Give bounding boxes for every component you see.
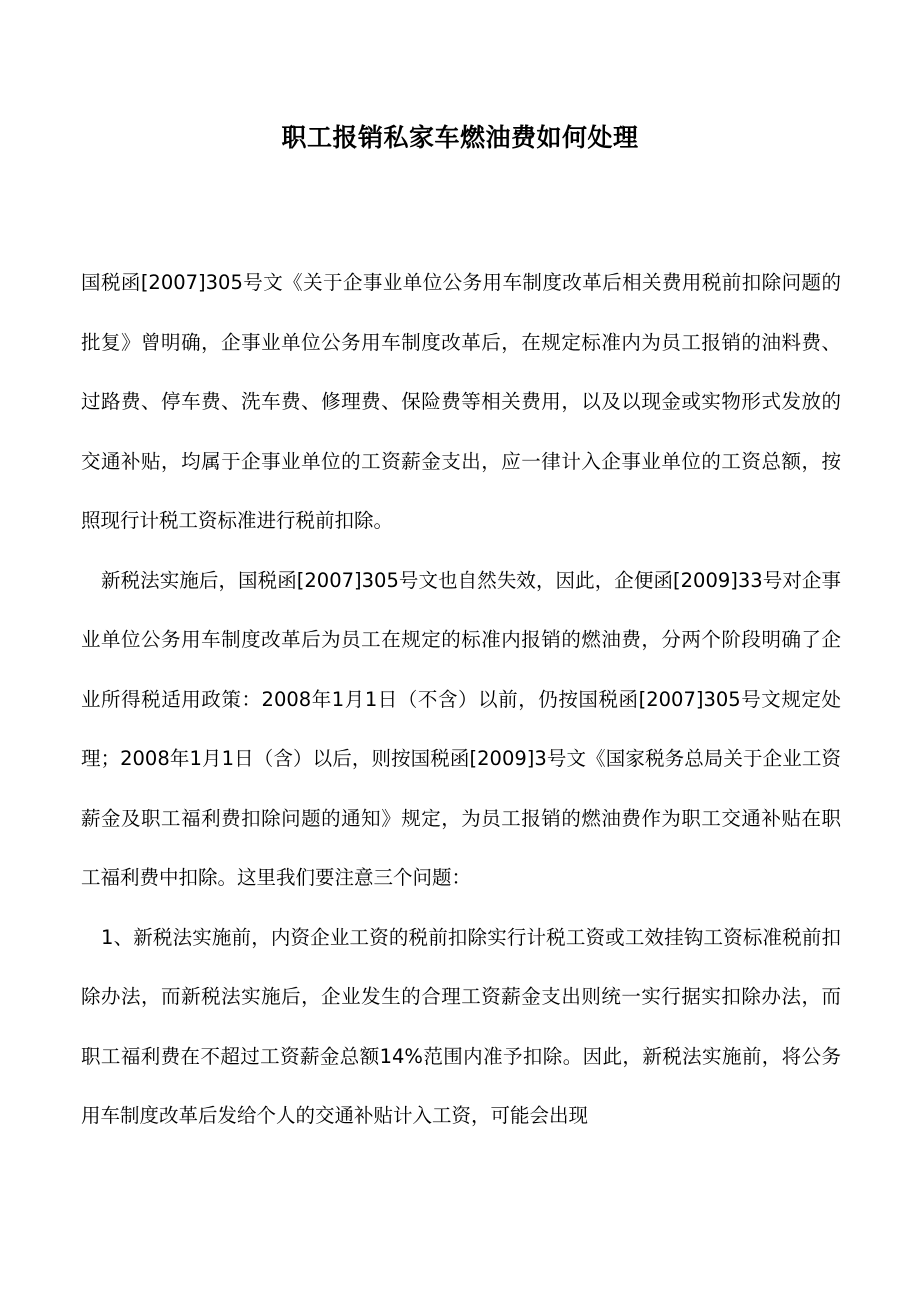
paragraph-2: 新税法实施后，国税函[2007]305号文也自然失效，因此，企便函[2009]33号对企事业单位公务用车制度改革后为员工在规定的标准内报销的燃油费，分两个阶段明确了企业所得税适用政策：2008年1月1日（不含）以前，仍按国税函[2007]305号文规定处理；2008年1月1日（含）以后，则按国税函[2009]3号文《国家税务总局关于企业工资薪金及职工福利费扣除问题的通知》规定，为员工报销的燃油费作为职工交通补贴在职工福利费中扣除。这里我们要注意三个问题： [81,568,841,889]
document-title: 职工报销私家车燃油费如何处理 [281,123,639,152]
paragraph-1: 国税函[2007]305号文《关于企事业单位公务用车制度改革后相关费用税前扣除问题的批复》曾明确，企事业单位公务用车制度改革后，在规定标准内为员工报销的油料费、过路费、停车费、洗车费、修理费、保险费等相关费用，以及以现金或实物形式发放的交通补贴，均属于企事业单位的工资薪金支出，应一律计入企事业单位的工资总额，按照现行计税工资标准进行税前扣除。 [81,271,841,532]
paragraph-3: 1、新税法实施前，内资企业工资的税前扣除实行计税工资或工效挂钩工资标准税前扣除办法，而新税法实施后，企业发生的合理工资薪金支出则统一实行据实扣除办法，而职工福利费在不超过工资薪金总额14%范围内准予扣除。因此，新税法实施前，将公务用车制度改革后发给个人的交通补贴计入工资，可能会出现 [81,925,841,1127]
document-body [81,253,841,1146]
